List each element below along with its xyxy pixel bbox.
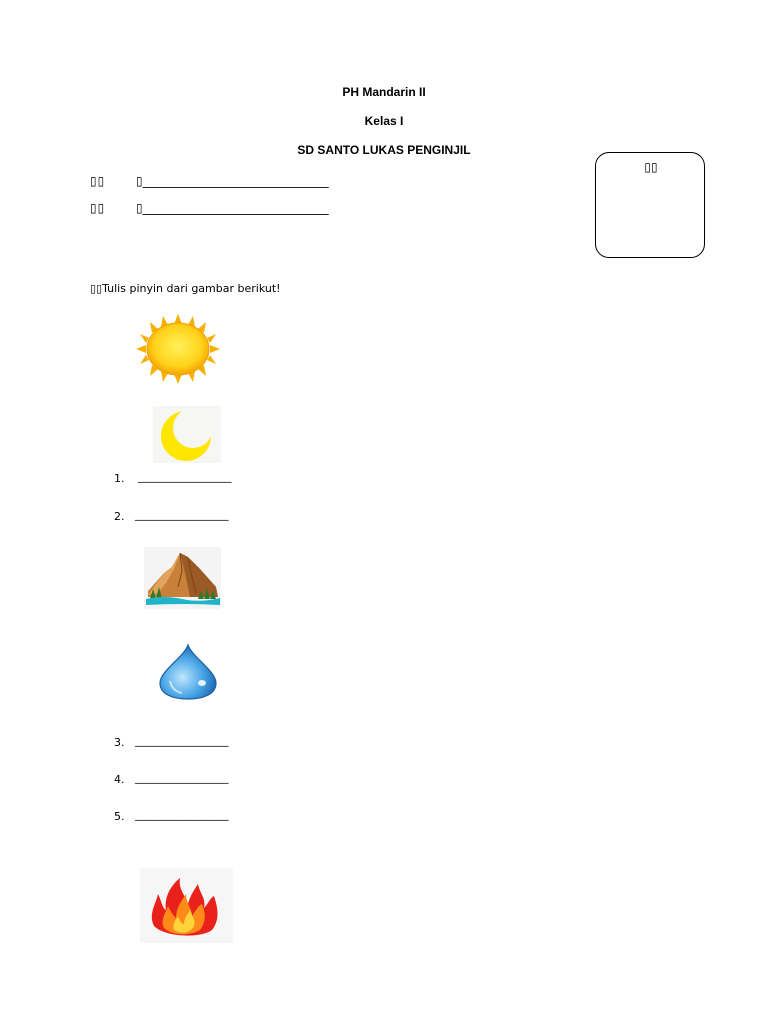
title-line-2: Kelas I: [364, 114, 404, 128]
answer-number-5: 5.: [114, 810, 125, 823]
field-label-1: ▯▯: [90, 174, 106, 188]
field-colon-1: ▯: [136, 174, 143, 188]
sun-icon: [136, 314, 220, 384]
fire-icon: [140, 868, 233, 943]
answer-number-1: 1.: [114, 472, 125, 485]
instruction: [90, 282, 281, 295]
title-line-1: PH Mandarin II: [342, 85, 426, 99]
answer-number-4: 4.: [114, 773, 125, 786]
field-underline-2: _______________________________: [142, 201, 329, 215]
answer-blank-4[interactable]: _________________: [135, 771, 229, 784]
field-input-2[interactable]: [136, 201, 329, 215]
instruction-prefix: ▯▯: [90, 282, 103, 295]
answer-number-3: 3.: [114, 736, 125, 749]
answer-blank-3[interactable]: _________________: [135, 734, 229, 747]
answer-blank-2[interactable]: _________________: [135, 508, 229, 521]
field-label-2: ▯▯: [90, 201, 106, 215]
answer-blank-5[interactable]: _________________: [135, 808, 229, 821]
field-colon-2: ▯: [136, 201, 143, 215]
water-drop-icon: [158, 643, 218, 701]
instruction-text: Tulis pinyin dari gambar berikut!: [102, 282, 281, 295]
mountain-icon: [144, 547, 221, 609]
answer-blank-1[interactable]: _________________: [138, 470, 232, 483]
field-underline-1: _______________________________: [142, 174, 329, 188]
field-input-1[interactable]: [136, 174, 329, 188]
score-box[interactable]: [595, 152, 705, 258]
score-label: ▯▯: [644, 160, 658, 174]
moon-icon: [153, 406, 221, 463]
answer-number-2: 2.: [114, 510, 125, 523]
title-line-3: SD SANTO LUKAS PENGINJIL: [297, 143, 471, 157]
